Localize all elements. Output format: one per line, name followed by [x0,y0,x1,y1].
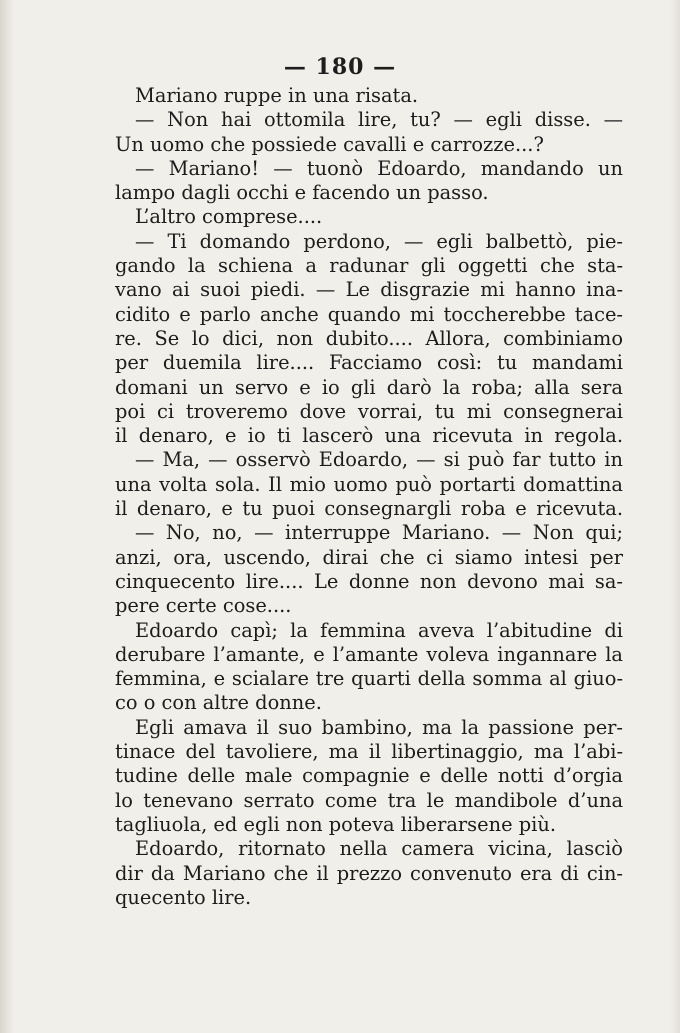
text-line: cidito e parlo anche quando mi toccherebbe tace- [115,302,623,326]
text-line: femmina, e scialare tre quarti della somma al giuo- [115,667,623,691]
text-line: tudine delle male compagnie e delle notti d’orgia [115,764,623,788]
text-line: re. Se lo dici, non dubito.... Allora, combiniamo [115,326,623,350]
text-line: tagliuola, ed egli non poteva liberarsene più. [115,812,556,836]
text-line: lo tenevano serrato come tra le mandibole d’una [115,788,623,812]
text-line: gando la schiena a radunar gli oggetti che sta- [115,254,623,278]
page-number: — 180 — [283,54,397,80]
text-line: pere certe cose.... [115,594,292,618]
text-line: L’altro comprese.... [135,205,323,229]
page-gutter-shadow [0,0,14,1033]
text-line: — Ma, — osservò Edoardo, — si può far tutto in [135,448,623,472]
text-line: derubare l’amante, e l’amante voleva ingannare la [115,642,623,666]
text-line: Egli amava il suo bambino, ma la passione per- [135,715,623,739]
text-line: — Ti domando perdono, — egli balbettò, pie- [135,229,623,253]
text-line: una volta sola. Il mio uomo può portarti domattina [115,472,623,496]
text-line: domani un servo e io gli darò la roba; alla sera [115,375,623,399]
page-edge-shadow [670,0,680,1033]
text-line: cinquecento lire.... Le donne non devono mai sa- [115,569,623,593]
text-line: tinace del tavoliere, ma il libertinaggio, ma l’abi- [115,740,623,764]
text-line: il denaro, e tu puoi consegnargli roba e ricevuta. [115,497,623,521]
text-line: lampo dagli occhi e facendo un passo. [115,181,489,205]
text-line: co o con altre donne. [115,691,322,715]
text-line: poi ci troveremo dove vorrai, tu mi consegnerai [115,399,623,423]
text-line: quecento lire. [115,885,252,909]
text-line: Edoardo, ritornato nella camera vicina, lasciò [135,837,623,861]
text-line: dir da Mariano che il prezzo convenuto era di cin- [115,861,623,885]
text-line: — Non hai ottomila lire, tu? — egli disse. — [135,108,623,132]
text-line: Un uomo che possiede cavalli e carrozze...? [115,132,544,156]
text-line: Mariano ruppe in una risata. [135,84,419,107]
text-line: — No, no, — interruppe Mariano. — Non qui; [135,521,623,545]
text-line: anzi, ora, uscendo, dirai che ci siamo intesi per [115,545,623,569]
text-line: per duemila lire.... Facciamo così: tu mandami [115,351,623,375]
text-line: il denaro, e io ti lascerò una ricevuta in regola. [115,424,623,448]
text-line: vano ai suoi piedi. — Le disgrazie mi hanno ina- [115,278,623,302]
text-line: Edoardo capì; la femmina aveva l’abitudine di [135,618,623,642]
body-text [115,84,623,910]
text-line: — Mariano! — tuonò Edoardo, mandando un [135,156,623,180]
